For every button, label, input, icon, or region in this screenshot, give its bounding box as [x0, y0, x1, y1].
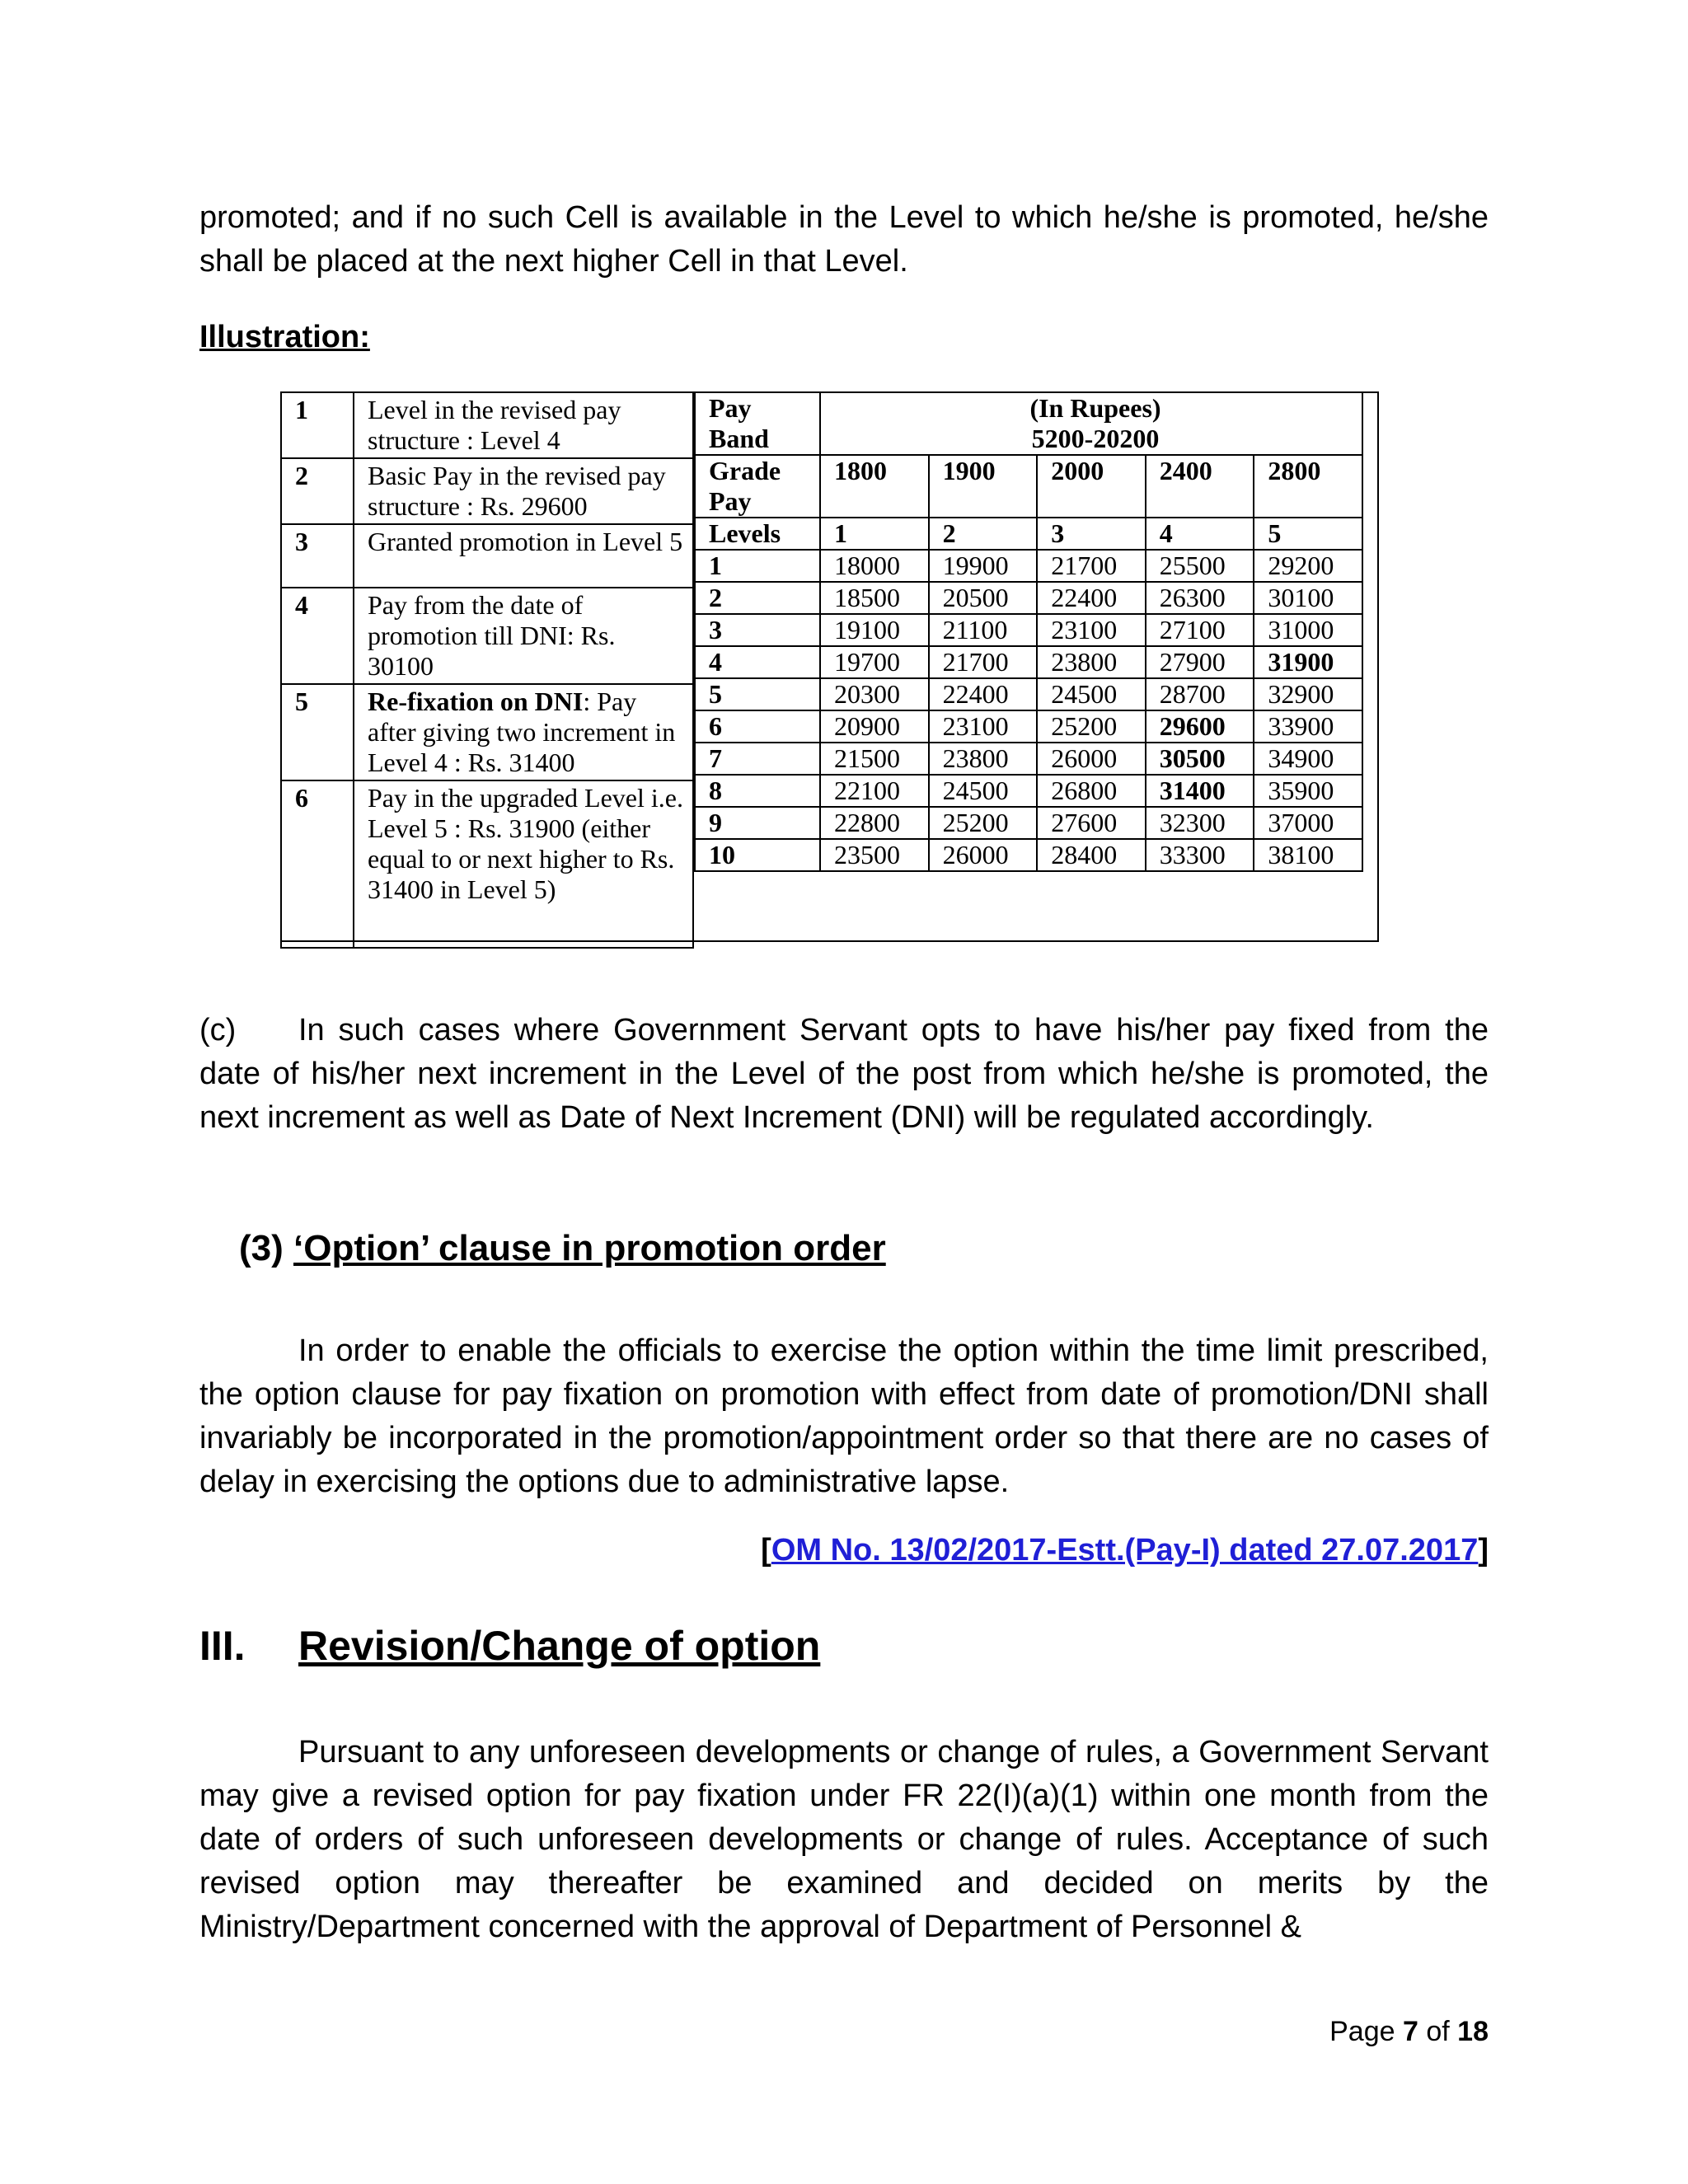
table-row: [695, 743, 1362, 775]
row-index: 5: [695, 678, 820, 710]
table-row: [695, 839, 1362, 871]
pay-cell: 24500: [1037, 678, 1146, 710]
grade-pay-value: 2000: [1037, 455, 1146, 518]
pay-cell-highlight: 29600: [1146, 710, 1254, 743]
pay-cell: 23100: [1037, 614, 1146, 646]
pay-band-label: Pay Band: [695, 392, 820, 455]
section-iii-title: Revision/Change of option: [298, 1623, 821, 1669]
step-text: Granted promotion in Level 5: [354, 524, 693, 588]
pay-cell: 20500: [929, 582, 1038, 614]
pay-cell: 21500: [820, 743, 929, 775]
table-row: [695, 550, 1362, 582]
row-index: 2: [695, 582, 820, 614]
row-index: 8: [695, 775, 820, 807]
section-iii-heading: [199, 1622, 820, 1670]
pay-cell: 27100: [1146, 614, 1254, 646]
grade-pay-row: [695, 455, 1362, 518]
intro-paragraph: promoted; and if no such Cell is available in the Level to which he/she is promoted, he/she shall be placed at the next higher Cell in that Level.: [199, 200, 1489, 279]
pay-cell: 18500: [820, 582, 929, 614]
pay-cell: 26000: [929, 839, 1038, 871]
level-value: 2: [929, 518, 1038, 550]
step-text: [354, 684, 693, 780]
ref-open-bracket: [: [761, 1533, 771, 1568]
pay-cell: 22100: [820, 775, 929, 807]
om-reference-link[interactable]: OM No. 13/02/2017-Estt.(Pay-I) dated 27.07.2017: [771, 1533, 1479, 1568]
row-index: 9: [695, 807, 820, 839]
grade-pay-value: 1800: [820, 455, 929, 518]
pay-cell: 30100: [1254, 582, 1362, 614]
grade-pay-value: 1900: [929, 455, 1038, 518]
pay-cell: 28700: [1146, 678, 1254, 710]
pay-band-value: [820, 392, 1362, 455]
levels-row: [695, 518, 1362, 550]
page-footer: [1329, 2016, 1489, 2048]
table-row: [695, 582, 1362, 614]
pay-cell-highlight: 31400: [1146, 775, 1254, 807]
paragraph-c: [199, 1009, 1489, 1140]
level-value: 3: [1037, 518, 1146, 550]
pay-cell: 20300: [820, 678, 929, 710]
pay-cell: 26000: [1037, 743, 1146, 775]
pay-cell: 27600: [1037, 807, 1146, 839]
footer-of-word: of: [1426, 2016, 1450, 2047]
table-row: [695, 646, 1362, 678]
step-text-rest: : Pay after giving two increment in Level 4 : Rs. 31400: [368, 687, 676, 777]
levels-label: Levels: [695, 518, 820, 550]
pay-cell: 29200: [1254, 550, 1362, 582]
section-3-number: (3): [239, 1228, 284, 1268]
pay-cell: 22400: [929, 678, 1038, 710]
table-row: [695, 807, 1362, 839]
row-index: 4: [695, 646, 820, 678]
row-index: 6: [695, 710, 820, 743]
illustration-steps-table: [280, 391, 694, 949]
pay-cell: 25200: [929, 807, 1038, 839]
pay-cell: 19100: [820, 614, 929, 646]
pay-cell: 21700: [1037, 550, 1146, 582]
pay-cell: 33300: [1146, 839, 1254, 871]
step-number: 6: [281, 780, 354, 948]
pay-cell: 34900: [1254, 743, 1362, 775]
step-row: [281, 458, 693, 524]
pay-cell: 26800: [1037, 775, 1146, 807]
section-iii-roman: III.: [199, 1623, 246, 1669]
level-value: 5: [1254, 518, 1362, 550]
pay-cell: 26300: [1146, 582, 1254, 614]
pay-cell: 25200: [1037, 710, 1146, 743]
grade-pay-value: 2400: [1146, 455, 1254, 518]
section-3-paragraph: In order to enable the officials to exercise the option within the time limit prescribed, the option clause for pay fixation on promotion with effect from date of promotion/DNI shall invariably be incorporated in the promotion/appointment order so that there are no cases of delay in exercising the options due to administrative lapse.: [199, 1333, 1489, 1499]
pay-cell: 25500: [1146, 550, 1254, 582]
row-index: 7: [695, 743, 820, 775]
pay-cell: 27900: [1146, 646, 1254, 678]
pay-cell: 21700: [929, 646, 1038, 678]
pay-cell: 19900: [929, 550, 1038, 582]
table-row: [695, 614, 1362, 646]
step-number: 5: [281, 684, 354, 780]
section-3-heading: [239, 1228, 886, 1269]
band-range: 5200-20200: [1031, 424, 1160, 453]
table-row: [695, 678, 1362, 710]
step-row: [281, 780, 693, 948]
step-row: [281, 524, 693, 588]
pay-cell: 32300: [1146, 807, 1254, 839]
grade-pay-label: Grade Pay: [695, 455, 820, 518]
row-index: 10: [695, 839, 820, 871]
pay-cell: 24500: [929, 775, 1038, 807]
pay-cell: 23800: [1037, 646, 1146, 678]
pay-cell: 23100: [929, 710, 1038, 743]
pay-cell: 22400: [1037, 582, 1146, 614]
pay-cell: 35900: [1254, 775, 1362, 807]
illustration-heading: Illustration:: [199, 320, 370, 354]
pay-cell: 32900: [1254, 678, 1362, 710]
pay-band-row: [695, 392, 1362, 455]
unit-label: (In Rupees): [1029, 393, 1161, 423]
step-row: [281, 588, 693, 684]
grade-pay-value: 2800: [1254, 455, 1362, 518]
step-number: 3: [281, 524, 354, 588]
step-number: 2: [281, 458, 354, 524]
paragraph-c-text: In such cases where Government Servant opts to have his/her pay fixed from the date of his/her next increment in the Level of the post from which he/she is promoted, the next increment as well as Date of Next Increment (DNI) will be regulated accordingly.: [199, 1013, 1489, 1135]
pay-cell: 21100: [929, 614, 1038, 646]
table-row: [695, 710, 1362, 743]
pay-cell: 18000: [820, 550, 929, 582]
section-3-title: ‘Option’ clause in promotion order: [293, 1228, 886, 1268]
level-value: 1: [820, 518, 929, 550]
ref-close-bracket: ]: [1478, 1533, 1489, 1568]
section-iii-paragraph: Pursuant to any unforeseen developments or change of rules, a Government Servant may give a revised option for pay fixation under FR 22(I)(a)(1) within one month from the date of orders of such unforeseen developments or change of rules. Acceptance of such revised option may thereafter be examined and decided on merits by the Ministry/Department concerned with the approval of Department of Personnel &: [199, 1735, 1489, 1944]
footer-total-pages: 18: [1457, 2016, 1489, 2047]
step-text: Pay in the upgraded Level i.e. Level 5 : Rs. 31900 (either equal to or next higher to Rs. 31400 in Level 5): [354, 780, 693, 948]
step-row: [281, 684, 693, 780]
step-number: 1: [281, 392, 354, 458]
pay-cell: 22800: [820, 807, 929, 839]
pay-cell: 38100: [1254, 839, 1362, 871]
pay-cell: 23800: [929, 743, 1038, 775]
pay-cell: 31000: [1254, 614, 1362, 646]
table-row: [695, 775, 1362, 807]
pay-cell: 37000: [1254, 807, 1362, 839]
footer-page-word: Page: [1329, 2016, 1395, 2047]
step-text-bold: Re-fixation on DNI: [368, 687, 584, 716]
step-row: [281, 392, 693, 458]
row-index: 3: [695, 614, 820, 646]
pay-cell-highlight: 31900: [1254, 646, 1362, 678]
pay-cell: 33900: [1254, 710, 1362, 743]
footer-page-number: 7: [1402, 2016, 1418, 2047]
pay-cell-highlight: 30500: [1146, 743, 1254, 775]
level-value: 4: [1146, 518, 1254, 550]
paragraph-c-label: (c): [199, 1013, 237, 1047]
row-index: 1: [695, 550, 820, 582]
pay-matrix-table: [694, 391, 1363, 872]
step-text: Basic Pay in the revised pay structure : Rs. 29600: [354, 458, 693, 524]
step-text: Level in the revised pay structure : Level 4: [354, 392, 693, 458]
pay-cell: 20900: [820, 710, 929, 743]
pay-cell: 28400: [1037, 839, 1146, 871]
pay-cell: 23500: [820, 839, 929, 871]
step-number: 4: [281, 588, 354, 684]
pay-cell: 19700: [820, 646, 929, 678]
om-reference: [761, 1533, 1489, 1568]
step-text: Pay from the date of promotion till DNI: Rs. 30100: [354, 588, 693, 684]
